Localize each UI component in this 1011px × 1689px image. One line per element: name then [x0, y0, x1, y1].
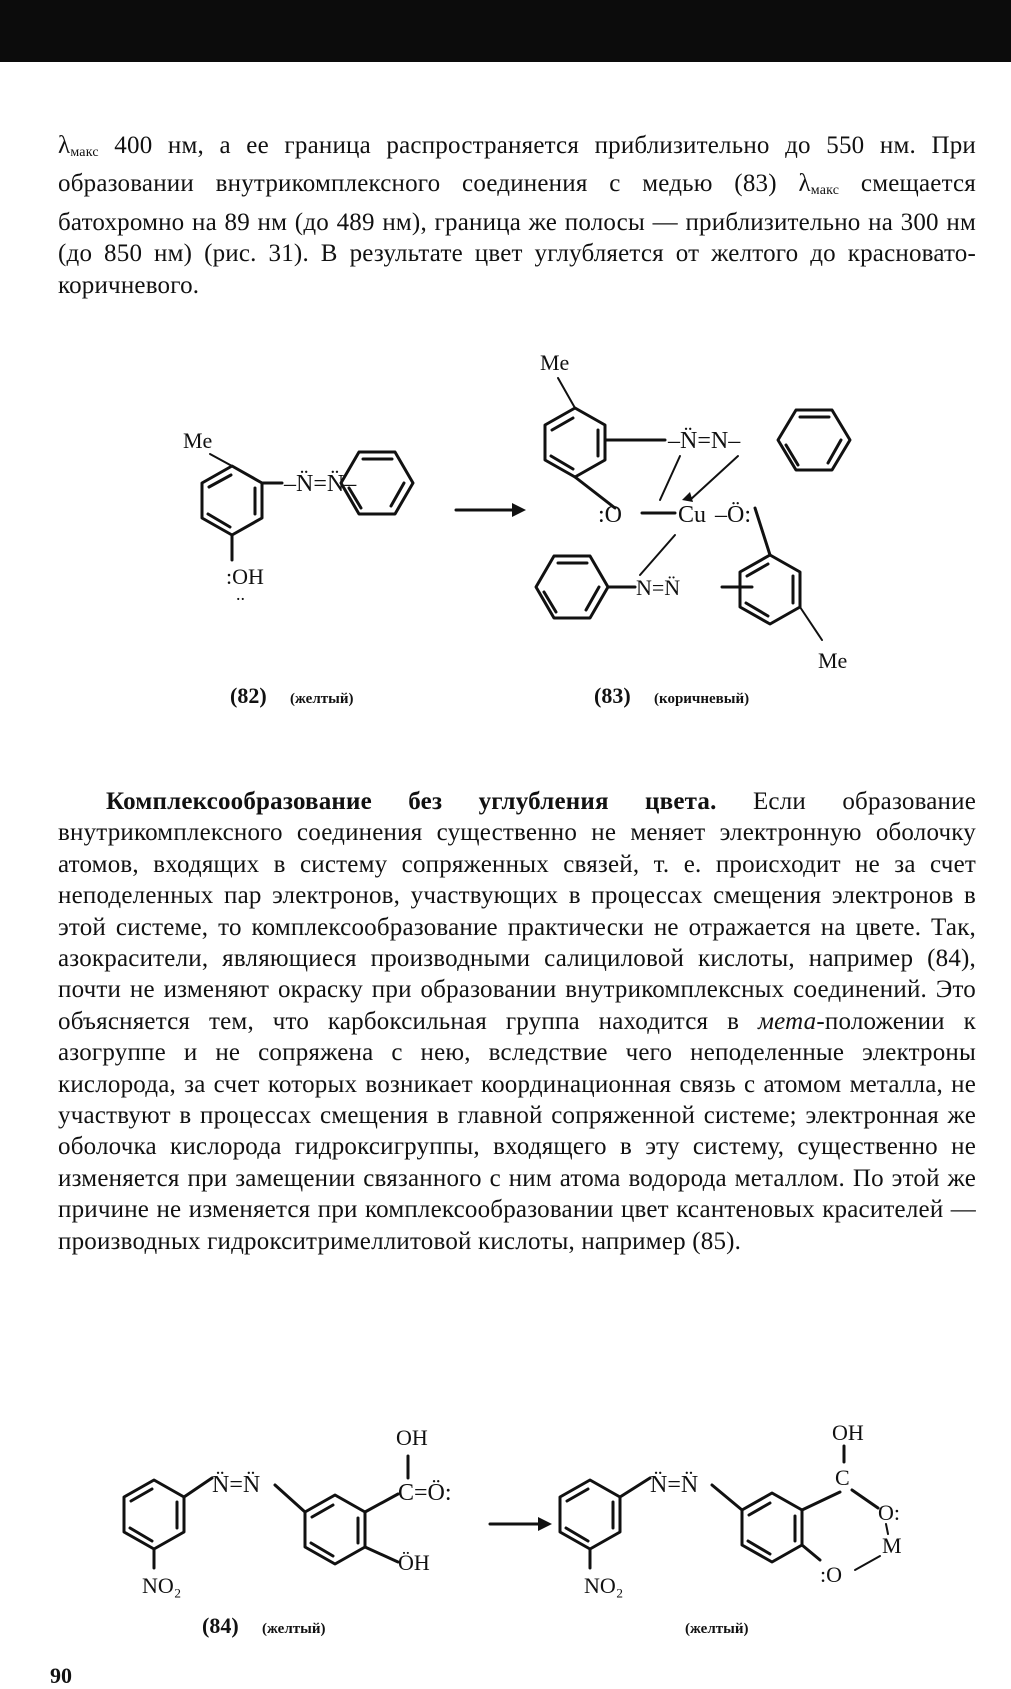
color-label: (желтый) — [262, 1621, 326, 1637]
azo-group-label: N=N̈ — [636, 575, 681, 600]
oxygen-label: :O — [598, 502, 622, 528]
hydroxyl-label: OH — [832, 1420, 864, 1445]
metal-label: M — [882, 1533, 902, 1558]
molecule-85 — [560, 1420, 902, 1637]
section-heading: Комплексообразование без углубления цвета. — [106, 788, 717, 815]
copper-label: Cu — [678, 502, 707, 528]
nitro-label: NO₂ — [584, 1573, 624, 1598]
hydroxyl-label: :OH — [226, 564, 264, 589]
paragraph-1: $\lambda_{макс}$ 400 нм, а ее граница распространяется приблизительно до 550 нм. При образовании внутрикомплексного соединения с медью (83) $\lambda_{макс}$ смещается батохромно на 89 нм (до 489 нм), граница же полосы — приблизительно на 300 нм (до 850 нм) (рис. 31). В результате цвет углубляется от желтого до красновато-коричневого. — [58, 132, 976, 299]
reaction-scheme-2 — [0, 1410, 1011, 1650]
nitro-label: NO₂ — [142, 1573, 182, 1598]
hydroxyl-label: OH — [396, 1425, 428, 1450]
molecule-83 — [536, 350, 850, 708]
reaction-scheme-1 — [0, 340, 1011, 720]
oxygen-label: :O — [820, 1562, 842, 1587]
methyl-label: Me — [818, 648, 848, 673]
page-number: 90 — [50, 1663, 72, 1688]
methyl-label: Me — [540, 350, 570, 375]
carboxyl-label: C=Ö: — [398, 1480, 452, 1506]
hydroxyl-label: ÖH — [398, 1550, 430, 1575]
right-arrow-icon — [456, 503, 526, 517]
oxygen-label: O: — [878, 1500, 900, 1525]
italic-term: мета — [757, 1007, 817, 1035]
methyl-label: Me — [183, 428, 213, 453]
scan-top-border — [0, 0, 1011, 62]
color-label: (коричневый) — [654, 691, 750, 707]
compound-number: (84) — [202, 1613, 239, 1638]
right-arrow-icon — [490, 1517, 552, 1531]
lambda-max: $\lambda_{макс}$ — [798, 170, 840, 199]
svg-text:..: .. — [236, 584, 245, 604]
oxygen-label: –Ö: — [715, 502, 751, 528]
azo-group-label: –N̈=N– — [668, 428, 741, 454]
compound-number: (82) — [230, 683, 267, 708]
paragraph-2: Комплексообразование без углубления цвета. Если образование внутрикомплексного соединения существенно не меняет электронную оболочку атомов, входящих в систему сопряженных связей, т. е. происходит не за счет неподеленных пар электронов, участвующих в процессах смещения электронов в этой системе, то комплексообразование практически не отражается на цвете. Так, азокрасители, являющиеся производными салициловой кислоты, например (84), почти не изменяют окраску при образовании внутрикомплексных соединений. Это объясняется тем, что карбоксильная группа находится в мета-положении к азогруппе и не сопряжена с нею, вследствие чего неподеленные электроны кислорода, за счет которых возникает координационная связь с атомом металла, не участвуют в процессах смещения в главной сопряженной системе; электронная же оболочка кислорода гидроксигруппы, входящего в эту систему, существенно не изменяется при замещении связанного с ним атома водорода металлом. По этой же причине не изменяется при комплексообразовании цвет ксантеновых красителей — производных гидрокситримеллитовой кислоты, например (85). — [58, 788, 976, 1255]
azo-group-label: –N̈=N̈– — [284, 471, 357, 497]
molecule-84 — [124, 1425, 452, 1638]
color-label: (желтый) — [685, 1621, 749, 1637]
compound-number: (83) — [594, 683, 631, 708]
molecule-82 — [183, 428, 413, 708]
carbon-label: C — [835, 1465, 850, 1490]
azo-group-label: N̈=N̈ — [650, 1472, 699, 1498]
azo-group-label: N̈=N̈ — [212, 1472, 261, 1498]
lambda-max: $\lambda_{макс}$ — [58, 132, 99, 160]
color-label: (желтый) — [290, 691, 354, 707]
